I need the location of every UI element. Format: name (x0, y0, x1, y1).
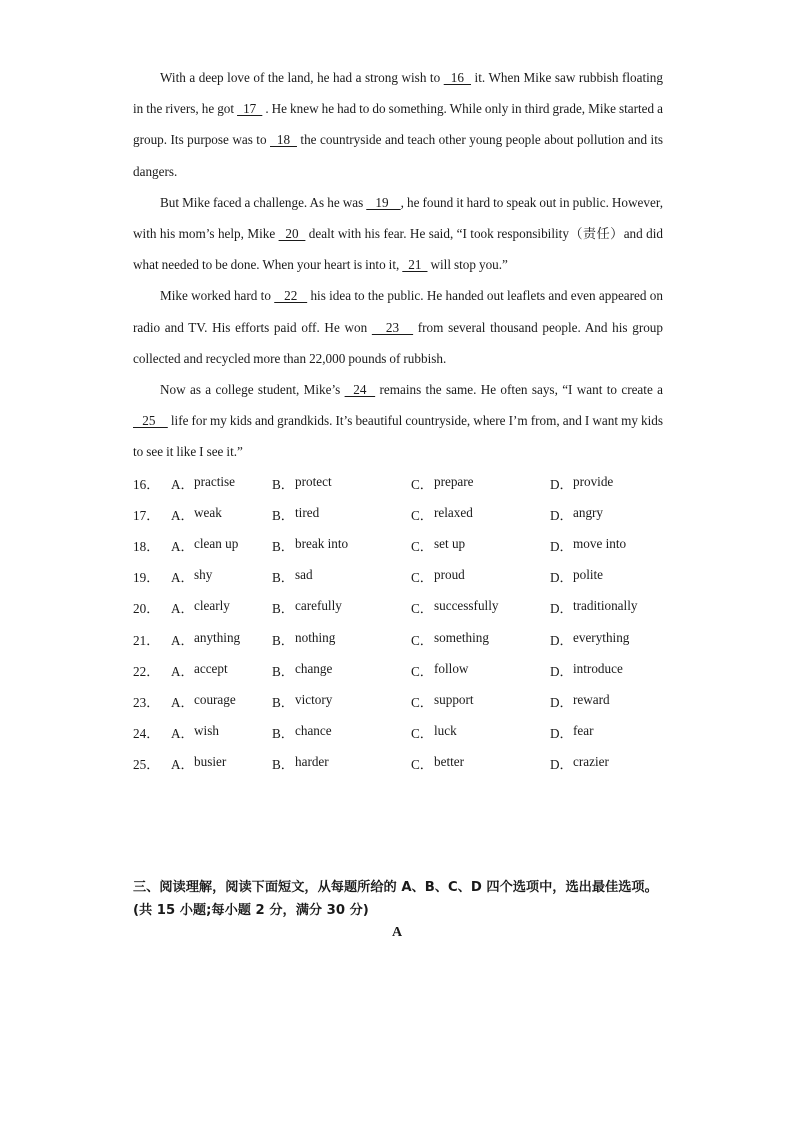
option-letter: B． (272, 507, 294, 523)
answer-option (171, 505, 272, 524)
option-text: clearly (194, 598, 230, 614)
option-letter: C． (411, 632, 433, 648)
option-letter: B． (272, 663, 294, 679)
option-text: prepare (434, 473, 474, 489)
option-letter: D． (550, 726, 573, 742)
option-letter: C． (411, 726, 433, 742)
answer-option (171, 567, 272, 586)
option-text: polite (573, 567, 604, 583)
option-text: relaxed (434, 504, 473, 520)
question-row (133, 530, 663, 561)
answer-option (550, 661, 660, 680)
answer-option (411, 692, 550, 711)
passage-text: , he found it hard to speak out in public. However, with his mom’s help, Mike (133, 194, 663, 242)
answer-option (272, 567, 411, 586)
option-text: practise (194, 473, 236, 489)
question-number: 16． (133, 476, 160, 492)
option-text: everything (573, 629, 630, 645)
answer-option (272, 661, 411, 680)
answer-option (171, 630, 272, 649)
option-letter: C． (411, 570, 433, 586)
cloze-blank: 23 (371, 319, 414, 335)
option-text: traditionally (573, 598, 638, 614)
option-text: change (295, 660, 333, 676)
option-text: successfully (434, 598, 499, 614)
option-letter: C． (411, 507, 433, 523)
option-text: introduce (573, 660, 623, 676)
option-text: weak (194, 504, 222, 520)
option-letter: A． (171, 695, 194, 711)
option-letter: C． (411, 601, 433, 617)
option-text: sad (295, 567, 313, 583)
passage-text: will stop you.” (427, 257, 508, 273)
option-letter: C． (411, 476, 433, 492)
option-letter: B． (272, 476, 294, 492)
option-letter: A． (171, 570, 194, 586)
answer-option (550, 505, 660, 524)
option-text: set up (434, 536, 466, 552)
passage-text: his idea to the public. He handed out leaflets and even appeared on radio and TV. His efforts paid off. He won (133, 288, 663, 335)
answer-option (272, 754, 411, 773)
answer-option (550, 692, 660, 711)
question-row (133, 561, 663, 592)
option-text: support (434, 692, 474, 708)
option-text: anything (194, 629, 241, 645)
question-number: 17． (133, 507, 160, 523)
answer-option (411, 754, 550, 773)
answer-option (550, 536, 660, 555)
passage-text: life for my kids and grandkids. It’s beautiful countryside, where I’m from, and I want my kids to see it like I see it.” (133, 413, 663, 460)
option-letter: B． (272, 632, 294, 648)
option-text: harder (295, 754, 329, 770)
answer-option (272, 474, 411, 493)
option-letter: A． (171, 757, 194, 773)
option-letter: B． (272, 695, 294, 711)
answer-option (272, 598, 411, 617)
passage-paragraph (133, 62, 663, 187)
question-number: 21． (133, 632, 160, 648)
passage-text: remains the same. He often says, “I want to create a (375, 382, 663, 398)
option-letter: B． (272, 570, 294, 586)
option-letter: D． (550, 663, 573, 679)
option-letter: D． (550, 695, 573, 711)
option-letter: B． (272, 726, 294, 742)
option-text: tired (295, 504, 320, 520)
option-text: clean up (194, 536, 239, 552)
answer-option (411, 723, 550, 742)
answer-option (550, 754, 660, 773)
cloze-blank: 18 (270, 132, 297, 148)
option-text: proud (434, 567, 465, 583)
cloze-blank: 22 (274, 288, 308, 304)
option-letter: D． (550, 476, 573, 492)
question-row (133, 748, 663, 779)
option-text: courage (194, 692, 236, 708)
option-letter: C． (411, 695, 433, 711)
answer-option (550, 598, 660, 617)
option-text: luck (434, 723, 457, 739)
passage-letter: A (392, 925, 403, 940)
question-row (133, 655, 663, 686)
question-row (133, 717, 663, 748)
passage-text: dealt with his fear. He said, “I took responsibility（责任）and did what needed to be done. When your heart is into it, (133, 226, 663, 273)
option-letter: B． (272, 757, 294, 773)
cloze-blank: 19 (366, 194, 401, 210)
answer-option (171, 692, 272, 711)
question-number: 20． (133, 601, 160, 617)
option-text: victory (295, 692, 333, 708)
answer-option (171, 754, 272, 773)
cloze-blank: 25 (133, 413, 168, 429)
option-letter: C． (411, 757, 433, 773)
option-text: fear (573, 723, 594, 739)
cloze-blank: 21 (402, 257, 428, 273)
passage-text: . He knew he had to do something. While only in third grade, Mike started a group. Its purpose was to (133, 101, 663, 148)
answer-option (272, 505, 411, 524)
passage-text: With a deep love of the land, he had a strong wish to (160, 70, 444, 85)
passage-paragraph (133, 280, 663, 374)
option-text: something (434, 629, 489, 645)
question-number: 18． (133, 539, 160, 555)
option-text: better (434, 754, 465, 770)
passage-text: Now as a college student, Mike’s (160, 382, 345, 398)
passage-text: it. When Mike saw rubbish floating in the rivers, he got (133, 70, 663, 117)
question-row (133, 468, 663, 499)
option-letter: C． (411, 663, 433, 679)
passage-text: from several thousand people. And his group collected and recycled more than 22,000 pounds of rubbish. (133, 319, 663, 366)
option-text: busier (194, 754, 227, 770)
question-number: 25． (133, 757, 160, 773)
question-number: 19． (133, 570, 160, 586)
option-text: chance (295, 723, 332, 739)
cloze-blank: 16 (443, 70, 472, 85)
option-letter: A． (171, 632, 194, 648)
answer-option (411, 630, 550, 649)
option-letter: B． (272, 601, 294, 617)
option-text: wish (194, 723, 219, 739)
option-letter: B． (272, 539, 294, 555)
answer-option (272, 536, 411, 555)
option-letter: A． (171, 663, 194, 679)
option-letter: D． (550, 632, 573, 648)
cloze-blank: 17 (237, 101, 263, 117)
cloze-blank: 20 (278, 226, 306, 242)
option-letter: D． (550, 507, 573, 523)
answer-option (171, 661, 272, 680)
answer-option (171, 536, 272, 555)
option-letter: A． (171, 507, 194, 523)
cloze-blank: 24 (344, 382, 376, 398)
question-number: 22． (133, 663, 160, 679)
option-letter: D． (550, 570, 573, 586)
answer-option (411, 505, 550, 524)
answer-option (171, 474, 272, 493)
answer-option (272, 692, 411, 711)
answer-option (550, 567, 660, 586)
passage-paragraphs (133, 62, 663, 468)
question-row (133, 592, 663, 623)
option-letter: C． (411, 539, 433, 555)
question-list (133, 468, 663, 780)
answer-option (411, 661, 550, 680)
option-text: move into (573, 536, 627, 552)
option-letter: A． (171, 726, 194, 742)
option-text: reward (573, 692, 610, 708)
passage-text: the countryside and teach other young people about pollution and its dangers. (133, 132, 663, 179)
cloze-passage (133, 62, 663, 780)
question-row (133, 624, 663, 655)
option-text: protect (295, 473, 332, 489)
answer-option (272, 630, 411, 649)
option-letter: A． (171, 539, 194, 555)
answer-option (272, 723, 411, 742)
option-text: provide (573, 473, 614, 489)
option-text: accept (194, 660, 228, 676)
answer-option (550, 630, 660, 649)
passage-text: But Mike faced a challenge. As he was (160, 194, 367, 210)
option-letter: A． (171, 476, 194, 492)
option-letter: A． (171, 601, 194, 617)
passage-paragraph (133, 187, 663, 281)
answer-option (171, 598, 272, 617)
answer-option (171, 723, 272, 742)
question-number: 23． (133, 695, 160, 711)
answer-option (411, 567, 550, 586)
answer-option (411, 474, 550, 493)
option-text: angry (573, 504, 604, 520)
answer-option (550, 723, 660, 742)
option-letter: D． (550, 757, 573, 773)
answer-option (411, 536, 550, 555)
section-heading: 三、阅读理解，阅读下面短文，从每题所给的 A、B、C、D 四个选项中，选出最佳选项。(共 15 小题;每小题 2 分，满分 30 分) (133, 880, 658, 918)
answer-option (550, 474, 660, 493)
option-text: break into (295, 536, 349, 552)
passage-paragraph (133, 374, 663, 468)
option-text: nothing (295, 629, 336, 645)
option-text: crazier (573, 754, 609, 770)
question-row (133, 499, 663, 530)
option-letter: D． (550, 539, 573, 555)
option-text: carefully (295, 598, 342, 614)
question-number: 24． (133, 726, 160, 742)
option-letter: D． (550, 601, 573, 617)
option-text: follow (434, 660, 469, 676)
option-text: shy (194, 567, 213, 583)
passage-text: Mike worked hard to (160, 288, 275, 304)
question-row (133, 686, 663, 717)
answer-option (411, 598, 550, 617)
